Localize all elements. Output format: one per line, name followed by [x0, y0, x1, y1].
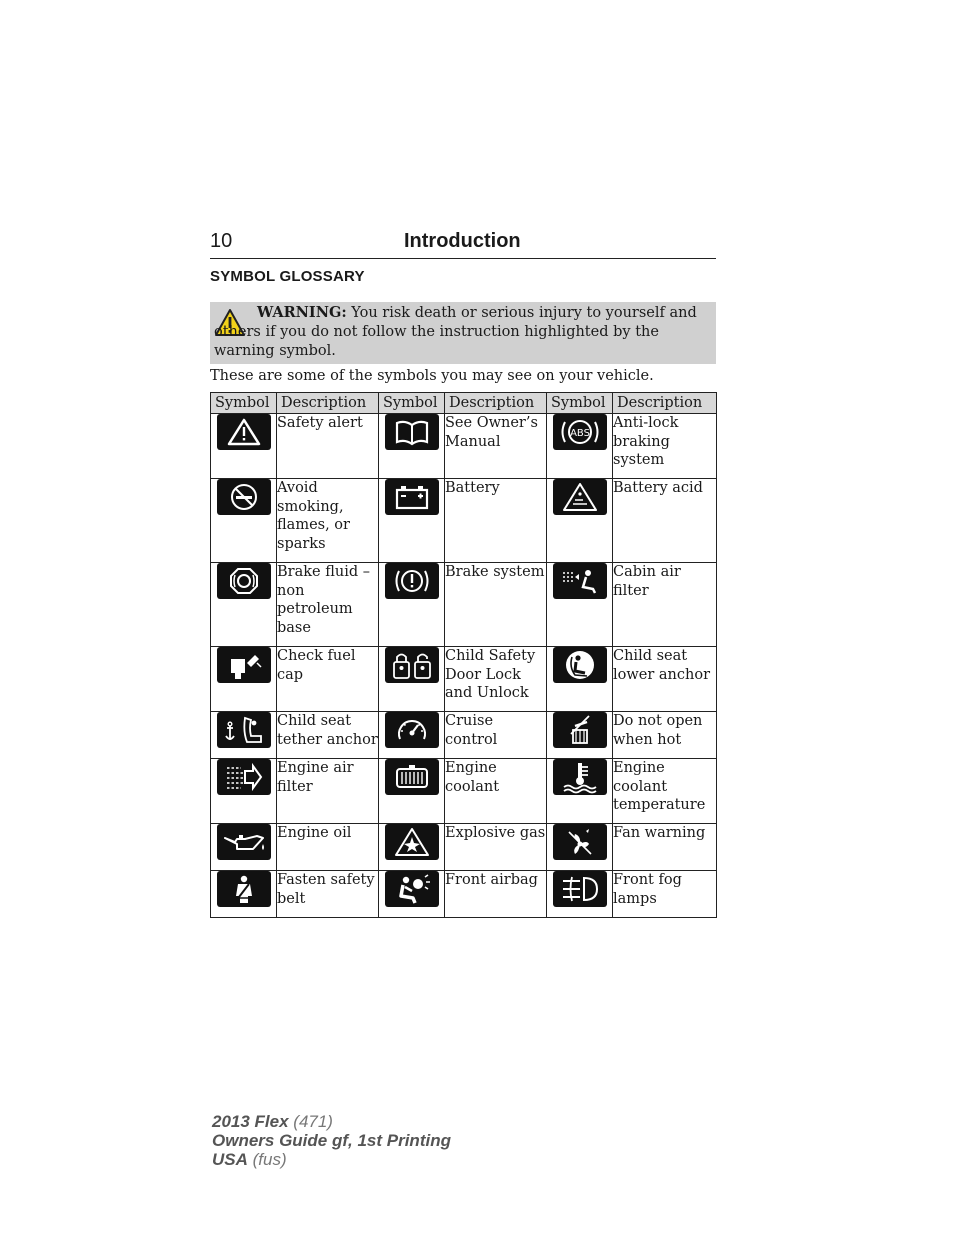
symbol-cell: [211, 712, 277, 759]
engine-oil-icon: [217, 824, 271, 860]
front-airbag-icon: [385, 871, 439, 907]
description-cell: Child seat lower anchor: [613, 647, 717, 712]
engine-air-filter-icon: [217, 759, 271, 795]
description-cell: Avoid smoking, flames, or sparks: [277, 479, 379, 563]
footer-line-market: [212, 1150, 451, 1169]
document-footer: [212, 1112, 451, 1169]
symbol-cell: [547, 414, 613, 479]
table-row: [211, 824, 717, 871]
symbol-cell: [379, 414, 445, 479]
symbol-cell: [547, 647, 613, 712]
header-symbol: Symbol: [211, 393, 277, 414]
header-symbol: Symbol: [379, 393, 445, 414]
table-row: [211, 563, 717, 647]
description-cell: Battery acid: [613, 479, 717, 563]
description-cell: Child seat tether anchor: [277, 712, 379, 759]
seat-belt-icon: [217, 871, 271, 907]
page-header: [210, 228, 716, 259]
fan-warning-icon: [553, 824, 607, 860]
symbol-cell: [379, 563, 445, 647]
footer-market-code: (fus): [247, 1150, 287, 1169]
header-symbol: Symbol: [547, 393, 613, 414]
description-cell: Do not open when hot: [613, 712, 717, 759]
description-cell: Anti-lock braking system: [613, 414, 717, 479]
symbol-cell: [379, 824, 445, 871]
description-cell: Front airbag: [445, 871, 547, 918]
table-row: [211, 479, 717, 563]
symbol-cell: [379, 647, 445, 712]
intro-text: These are some of the symbols you may see on your vehicle.: [210, 368, 654, 384]
symbol-cell: [379, 871, 445, 918]
symbol-cell: [211, 414, 277, 479]
header-description: Description: [445, 393, 547, 414]
header-description: Description: [277, 393, 379, 414]
symbol-cell: [379, 479, 445, 563]
description-cell: Engine air filter: [277, 759, 379, 824]
engine-coolant-icon: [385, 759, 439, 795]
safety-alert-icon: [217, 414, 271, 450]
description-cell: Engine coolant: [445, 759, 547, 824]
description-cell: Cabin air filter: [613, 563, 717, 647]
footer-market: USA: [212, 1150, 248, 1169]
footer-model: 2013 Flex: [212, 1112, 289, 1131]
symbol-cell: [211, 479, 277, 563]
battery-icon: [385, 479, 439, 515]
brake-fluid-icon: [217, 563, 271, 599]
symbol-cell: [547, 712, 613, 759]
owners-manual-icon: [385, 414, 439, 450]
symbol-table: [210, 392, 717, 918]
footer-model-code: (471): [288, 1112, 333, 1131]
warning-box: [210, 302, 716, 364]
symbol-cell: [211, 759, 277, 824]
footer-line-guide: [212, 1131, 451, 1150]
coolant-temperature-icon: [553, 759, 607, 795]
description-cell: Front fog lamps: [613, 871, 717, 918]
description-cell: Fan warning: [613, 824, 717, 871]
symbol-cell: [547, 759, 613, 824]
table-row: [211, 759, 717, 824]
chapter-title: Introduction: [404, 230, 521, 252]
description-cell: Cruise control: [445, 712, 547, 759]
footer-guide: Owners Guide gf, 1st Printing: [212, 1131, 451, 1150]
description-cell: Brake fluid – non petroleum base: [277, 563, 379, 647]
symbol-cell: [547, 871, 613, 918]
symbol-cell: [379, 759, 445, 824]
symbol-cell: [547, 563, 613, 647]
page-number: 10: [210, 230, 233, 252]
explosive-gas-icon: [385, 824, 439, 860]
warning-label: WARNING:: [257, 304, 347, 321]
fuel-cap-icon: [217, 647, 271, 683]
warning-message: You risk death or serious injury to yourself and others if you do not follow the instruction highlighted by the warning symbol.: [214, 305, 697, 359]
symbol-cell: [211, 871, 277, 918]
child-seat-tether-icon: [217, 712, 271, 748]
table-row: [211, 712, 717, 759]
description-cell: Safety alert: [277, 414, 379, 479]
symbol-cell: [211, 647, 277, 712]
description-cell: Engine oil: [277, 824, 379, 871]
description-cell: Engine coolant temperature: [613, 759, 717, 824]
description-cell: See Owner’s Manual: [445, 414, 547, 479]
table-row: [211, 647, 717, 712]
do-not-open-hot-icon: [553, 712, 607, 748]
section-title: SYMBOL GLOSSARY: [210, 268, 365, 285]
symbol-cell: [379, 712, 445, 759]
description-cell: Fasten safety belt: [277, 871, 379, 918]
description-cell: Check fuel cap: [277, 647, 379, 712]
no-smoking-icon: [217, 479, 271, 515]
symbol-cell: [211, 824, 277, 871]
battery-acid-icon: [553, 479, 607, 515]
description-cell: Battery: [445, 479, 547, 563]
warning-text: [214, 303, 704, 361]
symbol-cell: [547, 824, 613, 871]
description-cell: Child Safety Door Lock and Unlock: [445, 647, 547, 712]
svg-text:ABS: ABS: [569, 428, 590, 439]
table-row: [211, 414, 717, 479]
header-description: Description: [613, 393, 717, 414]
cruise-control-icon: [385, 712, 439, 748]
footer-line-model: [212, 1112, 451, 1131]
table-header-row: [211, 393, 717, 414]
brake-system-icon: [385, 563, 439, 599]
description-cell: Brake system: [445, 563, 547, 647]
symbol-cell: [211, 563, 277, 647]
child-seat-anchor-icon: [553, 647, 607, 683]
description-cell: Explosive gas: [445, 824, 547, 871]
symbol-cell: [547, 479, 613, 563]
abs-icon: [553, 414, 607, 450]
fog-lamps-icon: [553, 871, 607, 907]
table-row: [211, 871, 717, 918]
cabin-air-filter-icon: [553, 563, 607, 599]
child-lock-icon: [385, 647, 439, 683]
